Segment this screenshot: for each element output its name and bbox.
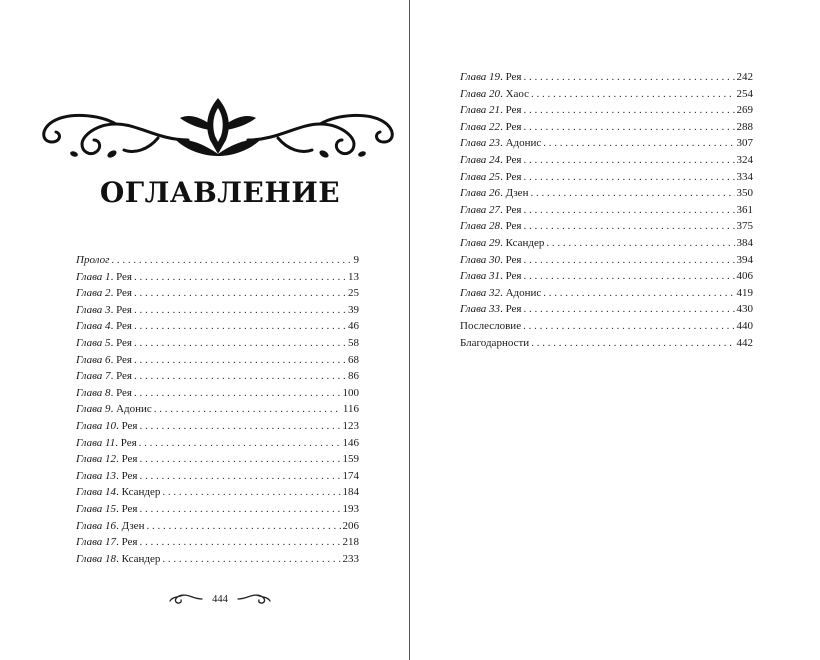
toc-chapter-title: . Рея <box>110 270 132 283</box>
toc-chapter-number: Глава 33 <box>460 303 501 316</box>
toc-chapter-title: . Рея <box>500 303 522 316</box>
toc-chapter-number: Глава 31 <box>460 270 501 283</box>
toc-page-number: 269 <box>736 104 753 117</box>
toc-page-number: 174 <box>342 469 359 482</box>
toc-entry-label <box>76 435 137 452</box>
toc-entry-label <box>460 285 541 302</box>
toc-chapter-title: . Рея <box>116 419 138 432</box>
toc-page-number: 13 <box>348 270 359 283</box>
dot-leader <box>523 202 734 219</box>
dot-leader <box>523 252 734 269</box>
toc-page-number: 440 <box>736 319 753 332</box>
toc-entry <box>460 202 753 219</box>
dot-leader <box>134 352 346 369</box>
toc-page-number: 350 <box>736 187 753 200</box>
toc-entry <box>76 451 359 468</box>
dot-leader <box>523 318 734 335</box>
toc-page-number: 123 <box>342 419 359 432</box>
dot-leader <box>523 268 734 285</box>
dot-leader <box>523 218 734 235</box>
toc-chapter-title: . Рея <box>500 153 522 166</box>
toc-chapter-number: Глава 29 <box>460 236 501 249</box>
toc-chapter-title: . Рея <box>110 320 132 333</box>
toc-chapter-number: Глава 7 <box>76 370 111 383</box>
toc-page-number: 419 <box>736 286 753 299</box>
toc-entry-label <box>460 202 521 219</box>
gutter-line <box>409 0 410 660</box>
toc-chapter-title: . Рея <box>110 370 132 383</box>
toc-entry-label <box>76 401 152 418</box>
dot-leader <box>523 301 734 318</box>
toc-chapter-title: . Хаос <box>500 87 530 100</box>
toc-page-number: 233 <box>342 552 359 565</box>
toc-entry-label <box>460 301 521 318</box>
toc-entry <box>460 335 753 352</box>
toc-page-number: 406 <box>736 270 753 283</box>
toc-entry <box>76 534 359 551</box>
toc-chapter-title: . Рея <box>110 336 132 349</box>
toc-entry <box>76 518 359 535</box>
toc-entry-label <box>460 252 521 269</box>
dot-leader <box>134 318 346 335</box>
dot-leader <box>134 285 346 302</box>
toc-entry <box>76 401 359 418</box>
toc-entry <box>460 119 753 136</box>
toc-chapter-number: Глава 2 <box>76 287 111 300</box>
toc-entry <box>76 468 359 485</box>
toc-page-number: 9 <box>353 254 359 266</box>
toc-page-number: 254 <box>736 87 753 100</box>
toc-entry <box>460 218 753 235</box>
toc-chapter-title: Благодарности <box>460 336 530 349</box>
dot-leader <box>523 102 734 119</box>
toc-chapter-title: . Дзен <box>116 519 145 532</box>
toc-entry <box>76 368 359 385</box>
toc-page-number: 442 <box>736 336 753 349</box>
right-page <box>411 0 820 660</box>
toc-entry-label <box>76 451 137 468</box>
toc-entry-label <box>460 152 521 169</box>
toc-chapter-number: Глава 14 <box>76 486 117 499</box>
toc-chapter-number: Глава 22 <box>460 120 501 133</box>
toc-chapter-number: Глава 28 <box>460 220 501 233</box>
toc-entry <box>76 551 359 568</box>
toc-page-number: 375 <box>736 220 753 233</box>
dot-leader <box>134 302 346 319</box>
toc-page-number: 334 <box>736 170 753 183</box>
toc-entry-label <box>76 302 132 319</box>
dot-leader <box>139 501 340 518</box>
dot-leader <box>154 401 341 418</box>
toc-chapter-title: . Рея <box>500 170 522 183</box>
toc-entry-label <box>460 86 529 103</box>
dot-leader <box>139 435 341 452</box>
toc-list-left <box>76 252 359 567</box>
toc-chapter-title: . Рея <box>110 303 132 316</box>
toc-entry-label <box>76 518 144 535</box>
dot-leader <box>531 86 734 103</box>
toc-chapter-title: . Рея <box>110 287 132 300</box>
dot-leader <box>134 385 341 402</box>
page-title: ОГЛАВЛЕНИЕ <box>99 176 341 209</box>
toc-page-number: 324 <box>736 153 753 166</box>
toc-chapter-number: Глава 16 <box>76 519 117 532</box>
page-number: 444 <box>212 593 228 605</box>
toc-chapter-number: Глава 9 <box>76 403 111 416</box>
dot-leader <box>134 269 346 286</box>
toc-entry <box>76 269 359 286</box>
toc-page-number: 68 <box>348 353 359 366</box>
toc-chapter-title: . Рея <box>110 353 132 366</box>
toc-chapter-number: Глава 1 <box>76 270 111 283</box>
toc-list-right <box>460 69 753 351</box>
toc-entry <box>460 102 753 119</box>
toc-chapter-number: Глава 18 <box>76 552 117 565</box>
toc-chapter-title: . Адонис <box>500 137 542 150</box>
toc-chapter-title: . Рея <box>500 120 522 133</box>
toc-chapter-number: Глава 3 <box>76 303 111 316</box>
toc-chapter-number: Глава 17 <box>76 536 117 549</box>
toc-entry <box>76 435 359 452</box>
toc-entry <box>76 302 359 319</box>
toc-page-number: 430 <box>736 303 753 316</box>
toc-chapter-title: . Рея <box>116 502 138 515</box>
toc-page-number: 146 <box>342 436 359 449</box>
dot-leader <box>523 152 734 169</box>
toc-chapter-number: Глава 24 <box>460 153 501 166</box>
dot-leader <box>134 335 346 352</box>
toc-page-number: 116 <box>342 403 359 416</box>
toc-entry-label <box>76 285 132 302</box>
toc-chapter-number: Глава 20 <box>460 87 501 100</box>
toc-chapter-number: Глава 12 <box>76 453 117 466</box>
toc-entry-label <box>460 102 521 119</box>
toc-chapter-title: . Ксандер <box>500 236 545 249</box>
dot-leader <box>531 335 734 352</box>
dot-leader <box>162 484 340 501</box>
toc-page-number: 86 <box>348 370 359 383</box>
toc-page-number: 384 <box>736 236 753 249</box>
toc-entry-label <box>76 468 137 485</box>
toc-page-number: 46 <box>348 320 359 333</box>
toc-chapter-number: Глава 15 <box>76 502 117 515</box>
toc-entry-label <box>76 551 160 568</box>
toc-entry-label <box>460 69 521 86</box>
toc-entry-label <box>460 235 544 252</box>
toc-chapter-number: Глава 21 <box>460 104 501 117</box>
toc-page-number: 100 <box>342 386 359 399</box>
toc-page-number: 307 <box>736 137 753 150</box>
toc-chapter-number: Глава 32 <box>460 286 501 299</box>
dot-leader <box>162 551 340 568</box>
toc-entry-label <box>76 501 137 518</box>
toc-entry-label <box>76 252 109 269</box>
dot-leader <box>546 235 734 252</box>
toc-chapter-number: Глава 5 <box>76 336 111 349</box>
toc-entry-label <box>76 269 132 286</box>
toc-page-number: 193 <box>342 502 359 515</box>
toc-entry-label <box>460 268 521 285</box>
page-footer <box>160 590 280 608</box>
toc-chapter-title: . Рея <box>500 203 522 216</box>
toc-chapter-title: . Рея <box>116 453 138 466</box>
toc-entry <box>76 418 359 435</box>
toc-chapter-title: . Ксандер <box>116 552 161 565</box>
toc-chapter-number: Глава 25 <box>460 170 501 183</box>
toc-entry-label <box>460 119 521 136</box>
toc-page-number: 58 <box>348 336 359 349</box>
toc-chapter-title: . Адонис <box>110 403 152 416</box>
toc-entry-label <box>76 418 137 435</box>
toc-chapter-number: Глава 13 <box>76 469 117 482</box>
toc-page-number: 159 <box>342 453 359 466</box>
toc-entry <box>76 335 359 352</box>
toc-entry-label <box>76 335 132 352</box>
dot-leader <box>139 468 340 485</box>
toc-entry <box>460 135 753 152</box>
toc-chapter-title: . Рея <box>500 71 522 83</box>
toc-entry-label <box>460 218 521 235</box>
toc-entry <box>76 484 359 501</box>
toc-chapter-title: . Рея <box>116 469 138 482</box>
dot-leader <box>139 418 340 435</box>
toc-entry <box>460 301 753 318</box>
toc-chapter-title: . Адонис <box>500 286 542 299</box>
dot-leader <box>139 451 340 468</box>
toc-entry-label <box>76 318 132 335</box>
dot-leader <box>523 169 734 186</box>
toc-entry <box>460 169 753 186</box>
toc-chapter-number: Глава 6 <box>76 353 111 366</box>
dot-leader <box>530 185 734 202</box>
toc-entry <box>76 318 359 335</box>
scroll-curl-icon <box>236 593 272 605</box>
toc-chapter-title: . Рея <box>500 220 522 233</box>
toc-chapter-number: Глава 8 <box>76 386 111 399</box>
toc-page-number: 218 <box>342 536 359 549</box>
toc-chapter-number: Пролог <box>76 254 110 266</box>
toc-entry <box>76 285 359 302</box>
flourish-ornament-icon <box>38 94 398 166</box>
toc-entry <box>460 69 753 86</box>
toc-entry-label <box>76 352 132 369</box>
toc-chapter-number: Глава 30 <box>460 253 501 266</box>
toc-entry <box>460 252 753 269</box>
dot-leader <box>139 534 340 551</box>
toc-chapter-title: . Рея <box>500 270 522 283</box>
toc-entry-label <box>460 335 529 352</box>
dot-leader <box>523 69 734 86</box>
toc-entry <box>76 501 359 518</box>
toc-entry <box>460 268 753 285</box>
toc-page-number: 288 <box>736 120 753 133</box>
dot-leader <box>146 518 340 535</box>
toc-entry <box>76 352 359 369</box>
toc-chapter-title: . Рея <box>500 104 522 117</box>
toc-chapter-title: . Ксандер <box>116 486 161 499</box>
toc-entry-label <box>460 169 521 186</box>
toc-chapter-title: . Рея <box>115 436 137 449</box>
toc-entry-label <box>76 534 137 551</box>
toc-chapter-number: Глава 26 <box>460 187 501 200</box>
dot-leader <box>111 252 351 269</box>
dot-leader <box>134 368 346 385</box>
toc-entry <box>460 235 753 252</box>
toc-entry <box>460 318 753 335</box>
toc-chapter-number: Глава 10 <box>76 419 117 432</box>
toc-entry-label <box>460 318 521 335</box>
toc-chapter-number: Глава 27 <box>460 203 501 216</box>
toc-chapter-number: Глава 11 <box>76 436 116 449</box>
scroll-curl-icon <box>168 593 204 605</box>
toc-chapter-title: . Рея <box>500 253 522 266</box>
toc-entry-label <box>76 385 132 402</box>
dot-leader <box>543 135 734 152</box>
toc-entry-label <box>460 185 528 202</box>
toc-chapter-title: Послесловие <box>460 319 522 332</box>
toc-page-number: 242 <box>736 71 753 83</box>
toc-chapter-title: . Рея <box>116 536 138 549</box>
toc-entry <box>76 385 359 402</box>
toc-entry <box>460 285 753 302</box>
toc-entry <box>460 86 753 103</box>
toc-page-number: 39 <box>348 303 359 316</box>
toc-page-number: 184 <box>342 486 359 499</box>
toc-entry-label <box>76 368 132 385</box>
toc-chapter-title: . Дзен <box>500 187 529 200</box>
toc-page-number: 25 <box>348 287 359 300</box>
toc-entry-label <box>76 484 160 501</box>
dot-leader <box>523 119 734 136</box>
toc-page-number: 394 <box>736 253 753 266</box>
toc-entry <box>76 252 359 269</box>
toc-chapter-number: Глава 4 <box>76 320 111 333</box>
toc-page-number: 361 <box>736 203 753 216</box>
toc-chapter-number: Глава 19 <box>460 71 501 83</box>
dot-leader <box>543 285 734 302</box>
toc-chapter-title: . Рея <box>110 386 132 399</box>
toc-entry <box>460 185 753 202</box>
toc-chapter-number: Глава 23 <box>460 137 501 150</box>
toc-entry <box>460 152 753 169</box>
toc-entry-label <box>460 135 541 152</box>
toc-page-number: 206 <box>342 519 359 532</box>
